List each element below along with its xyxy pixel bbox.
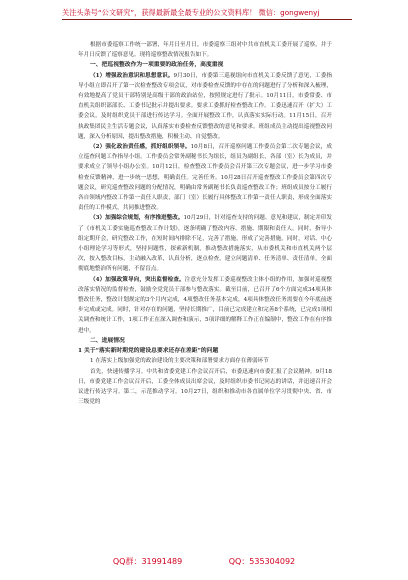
paragraph-5: 首先，快速传播学习。中共和省委党建工作会议召开后，市委迅速向市委汇报了会议精神。9月18日，市委党建工作会议召开后，工委全体成员出席会议，及时组织市委书记同志的讲话，并迅速召开会议进行传达学习。第二，示范推动学习。10月27日，组织和推动市各直属单位学习贯彻中央、省、市三级党的 bbox=[78, 368, 332, 406]
paragraph-4-lead: （4）加强政策导向，突出监督检查。 bbox=[90, 276, 185, 283]
paragraph-3 bbox=[78, 213, 332, 274]
footer-qq-group: QQ群：31991489 bbox=[112, 557, 183, 566]
document-body bbox=[78, 40, 332, 407]
header-banner: 关注头条号“公文研究”，获得最新最全最专业的公文资料库！ 微信：gongwenyj bbox=[62, 8, 352, 20]
subsection-heading: 1 关于“落实新时期党的建设总要求还存在差距”的问题 bbox=[78, 348, 219, 355]
paragraph-4-text: 注意充分发挥工委巡视整改主体小组的作用，加强对巡视整改落实情况的监督检查，鼓励全党党员干部参与整改落实。截至目前，已召开了6个方面完成34项具体整改任务，整改计划规定的3个月内完成，4项整改任务基本完成，4项具体整改任务需要在今年底前逐步完成或完成。同时，针对存在的问题，坚持长期推广，目前已完成建立和完善8个系统，已完成1项相关调查和统计工作，1项工作正在深入调查和演示，5项详细的解释工作正在编制中，整改工作在有序推进中。 bbox=[78, 276, 332, 334]
paragraph-2 bbox=[78, 142, 332, 213]
paragraph-3-text: 10月29日，针对巡查支持的问题、意见和建议，制定并印发了《市机关工委实施巡查整改工作计划》，逐条明确了整改内容、措施、期限和责任人。同时，指导小组定期开会，研究整改工作，在短时间内排除不足，完善了措施，形成了完善措施。同时，对话、中心小组理论学习等形式，坚持问题性，探索新机制，推动整改措施落实，从市委机关和市直机关两个层次，按入整改目标，主动融入改革，认真分析，逐点检查，建立问题清单、任务清单、责任清单，全面彻底地整治所有问题，不留盲点。 bbox=[78, 215, 332, 273]
paragraph-2-text: 10月8日，召开巡察问题工作委员会第二次专题会议，成立巡查问题工作指导小组。工作委员会常务副秘书长为组长，组员为副组长，各部（室）长为成员，并要求成立了领导小组办公室。10月12日，检查整改工作委员会召开第三次专题会议，进一步学习市委检查反馈精神，进一步统一思想，明确责任。完善任务。10月28日召开巡查整改工作委员会第四次专题会议，研究巡查整改问题的分配情况，明确由常务副秘书长负责巡查整改工作；班组成员按分工履行各自领域内整改工作第一责任人职责，部门（室）长履行具体整改工作第一责任人职责，形成全面落实责任的工作模式，共同推进整改。 bbox=[78, 144, 332, 212]
paragraph-4 bbox=[78, 275, 332, 336]
paragraph-1-lead: （1）增强政治意识和思想意识。 bbox=[90, 72, 174, 79]
section-heading-2: 二、进展情况 bbox=[90, 337, 125, 344]
intro-paragraph: 根据市委巡察工作统一部署，年月日至月日，市委巡察三组对中共市直机关工委开展了巡察，并于年月日反馈了巡察意见。现将巡察整改情况报告如下。 bbox=[78, 42, 332, 59]
subsection-item: 1 在落实上级加强党的政治建设的主要决策和部署要求方面存在薄弱环节 bbox=[90, 358, 269, 365]
paragraph-1 bbox=[78, 71, 332, 142]
footer bbox=[0, 556, 408, 567]
paragraph-1-text: 9月30日，市委第三巡视组向市直机关工委反馈了意见，工委指导小组立即召开了第一次检查整改专项会议，对市委检查反馈的中存在的问题进行了分析和深入梳理，有效地提高了党员干部特别是高级干部的政治站位，按照规定进行了批示。10月11日，市委常委、市直机关组织部部长、工委书记批示并提出要求。要求工委抓好检查整改工作。工委迅速召开（扩大）工委会议，及时组织党员干部进行传达学习。全面开展整改工作，认真落实实际行动。11月15日，召开执政集团民主生活专题会议，认真落实市委检查反馈整改的意见和要求。班组成员主动提出巡视整改问题，深入分析原因，提出整改措施，积极主动、自觉整改。 bbox=[78, 72, 332, 140]
paragraph-2-lead: （2）强化政治责任感，抓好组织领导。 bbox=[90, 144, 191, 151]
section-heading-1: 一、把巡视整改作为一项重要的政治任务，高度重视 bbox=[90, 62, 224, 69]
footer-qq: QQ：535304092 bbox=[228, 557, 296, 566]
paragraph-3-lead: （3）加强综合规划，有序推进整改。 bbox=[90, 215, 184, 222]
